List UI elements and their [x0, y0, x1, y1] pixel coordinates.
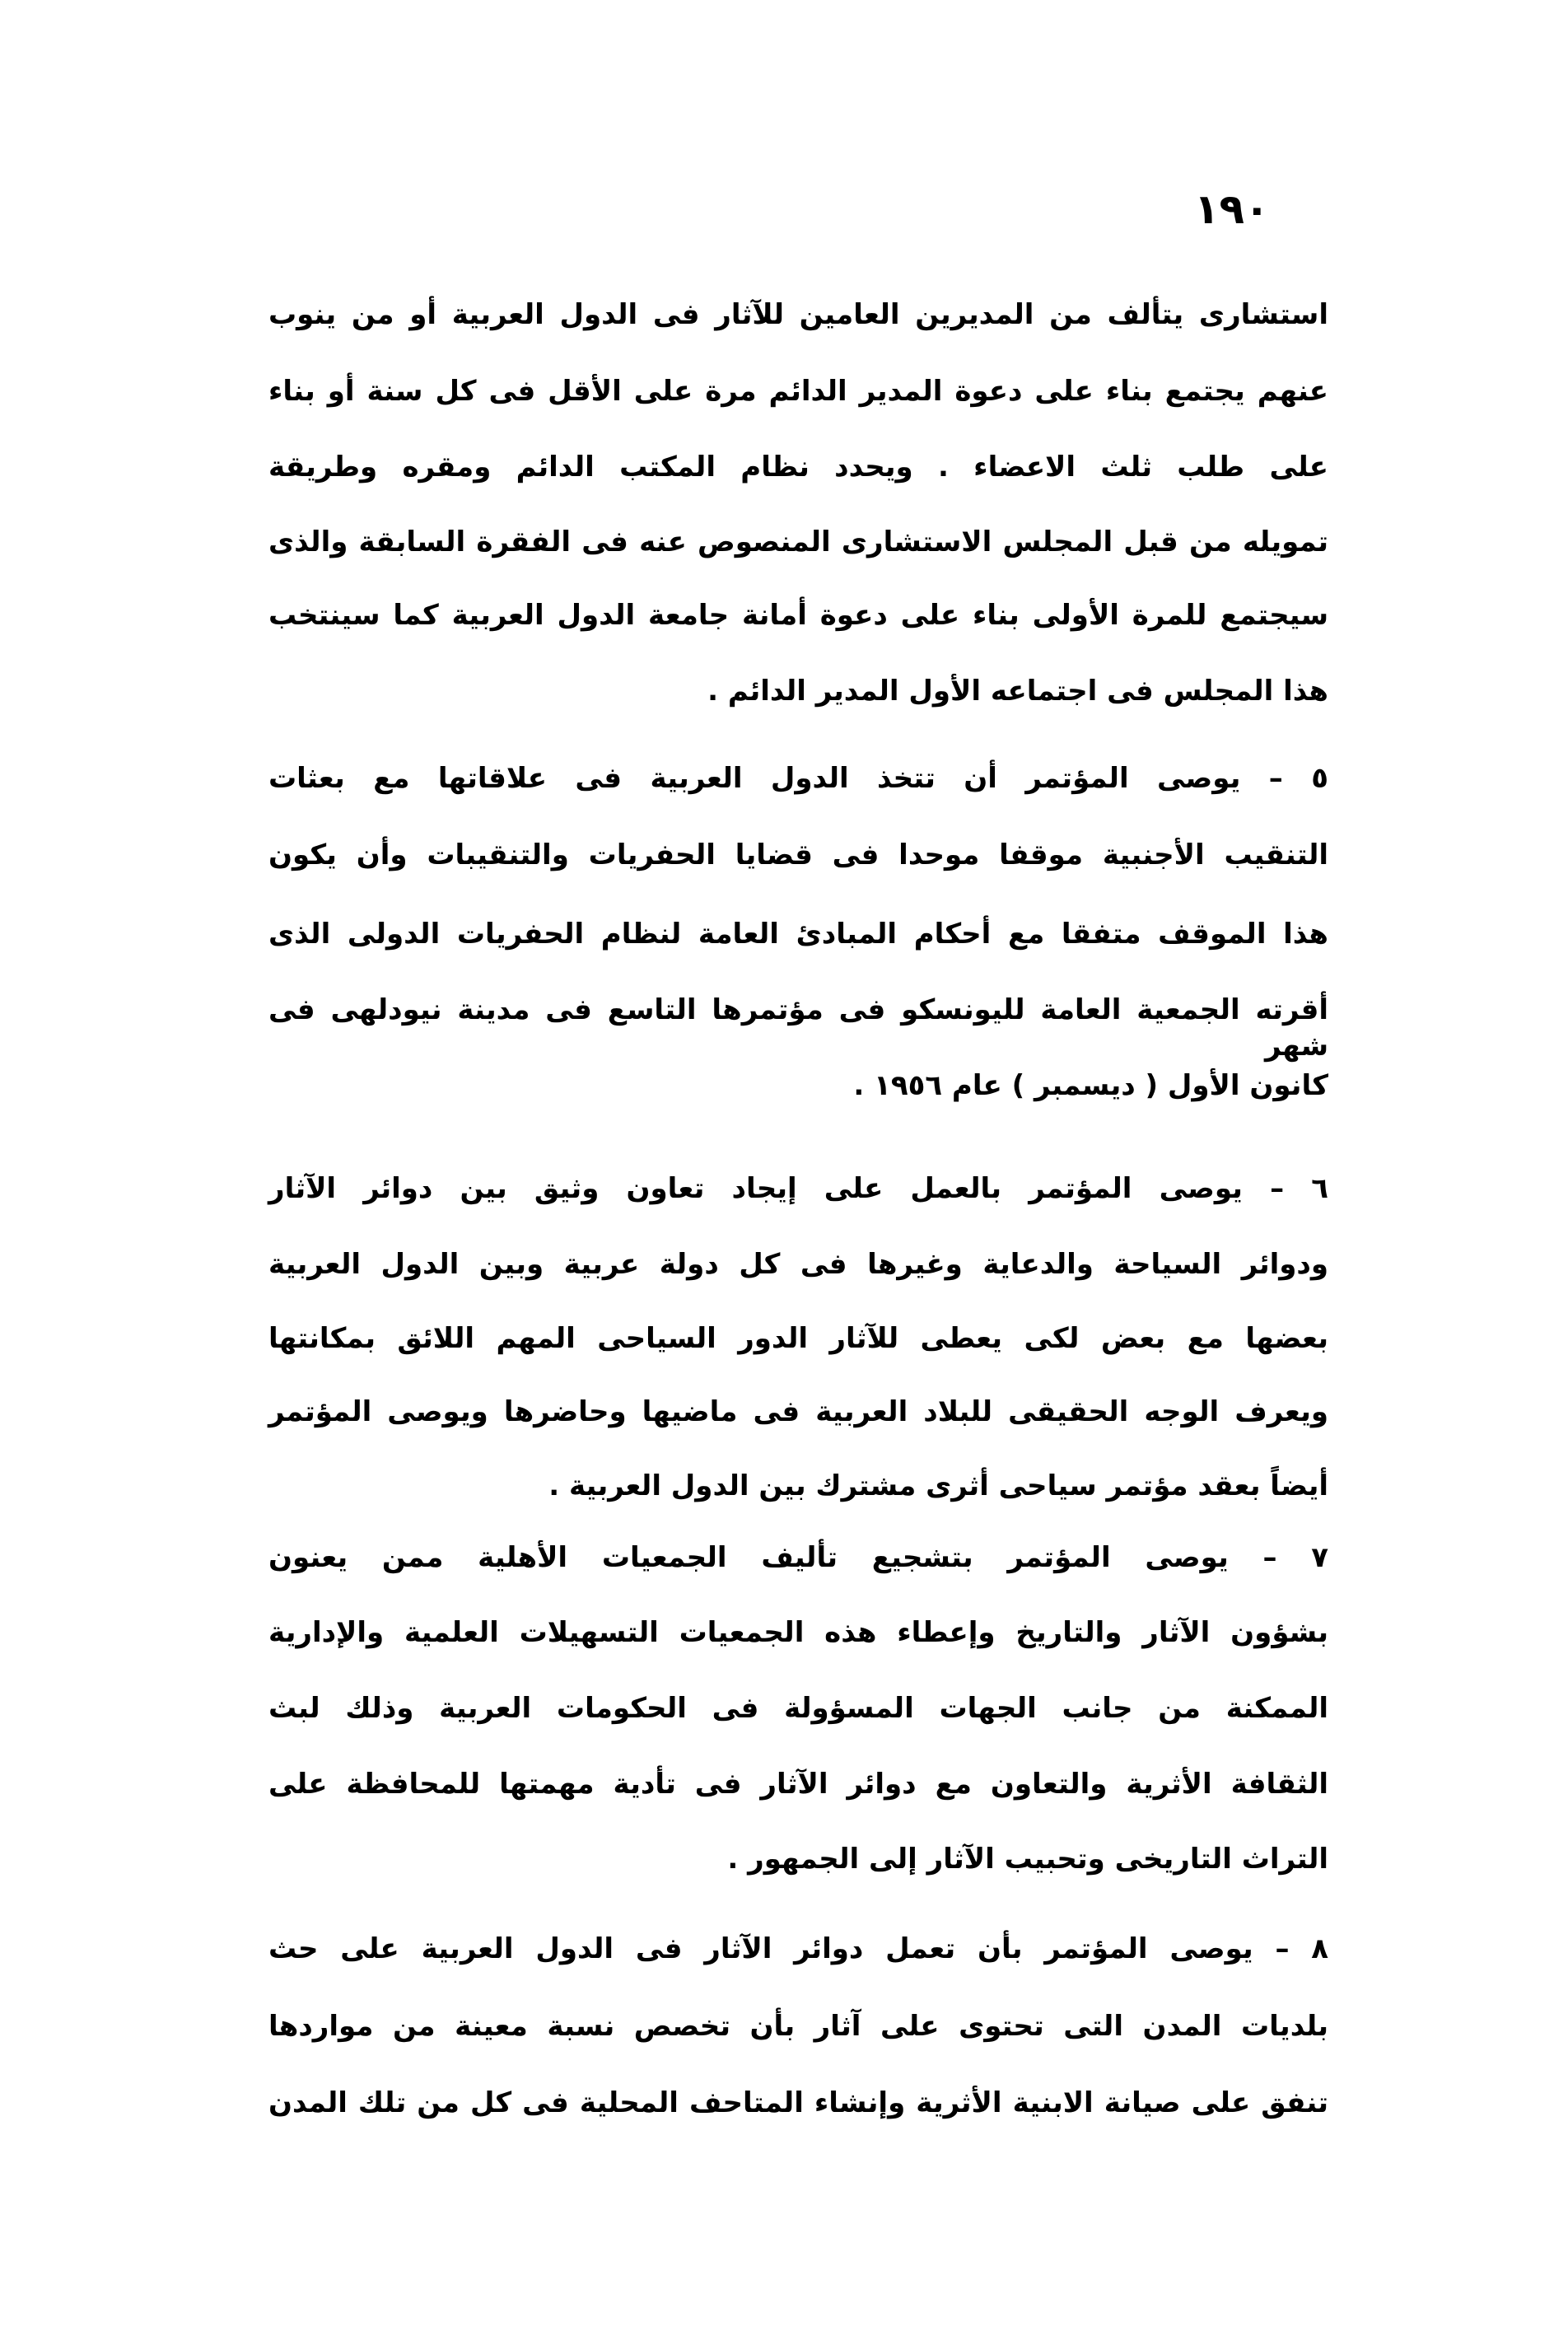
text-line: التنقيب الأجنبية موقفا موحدا فى قضايا الحفريات والتنقيبات وأن يكون	[268, 839, 1328, 871]
page-number: ١٩٠	[1194, 185, 1270, 233]
text-line: بلديات المدن التى تحتوى على آثار بأن تخصص نسبة معينة من مواردها	[268, 2010, 1328, 2043]
text-line: ٨ – يوصى المؤتمر بأن تعمل دوائر الآثار فى الدول العربية على حث	[268, 1932, 1328, 1965]
text-line: ٥ – يوصى المؤتمر أن تتخذ الدول العربية فى علاقاتها مع بعثات	[268, 762, 1328, 795]
text-line: استشارى يتألف من المديرين العامين للآثار فى الدول العربية أو من ينوب	[268, 298, 1328, 331]
text-line: أقرته الجمعية العامة لليونسكو فى مؤتمرها التاسع فى مدينة نيودلهى فى شهر	[268, 993, 1328, 1063]
text-line: هذا المجلس فى اجتماعه الأول المدير الدائم .	[707, 675, 1328, 708]
text-line: تنفق على صيانة الابنية الأثرية وإنشاء المتاحف المحلية فى كل من تلك المدن	[268, 2086, 1328, 2119]
text-line: ٧ – يوصى المؤتمر بتشجيع تأليف الجمعيات الأهلية ممن يعنون	[268, 1541, 1328, 1574]
text-line: عنهم يجتمع بناء على دعوة المدير الدائم مرة على الأقل فى كل سنة أو بناء	[268, 375, 1328, 408]
text-line: على طلب ثلث الاعضاء . ويحدد نظام المكتب الدائم ومقره وطريقة	[268, 451, 1328, 484]
text-line: الثقافة الأثرية والتعاون مع دوائر الآثار فى تأدية مهمتها للمحافظة على	[268, 1768, 1328, 1801]
text-line: سيجتمع للمرة الأولى بناء على دعوة أمانة جامعة الدول العربية كما سينتخب	[268, 599, 1328, 632]
text-line: التراث التاريخى وتحبيب الآثار إلى الجمهور .	[727, 1843, 1328, 1876]
text-line: ويعرف الوجه الحقيقى للبلاد العربية فى ماضيها وحاضرها ويوصى المؤتمر	[268, 1395, 1328, 1428]
text-line: أيضاً بعقد مؤتمر سياحى أثرى مشترك بين الدول العربية .	[548, 1469, 1328, 1502]
text-line: بعضها مع بعض لكى يعطى للآثار الدور السياحى المهم اللائق بمكانتها	[268, 1322, 1328, 1355]
text-line: ودوائر السياحة والدعاية وغيرها فى كل دولة عربية وبين الدول العربية	[268, 1248, 1328, 1281]
text-line: ٦ – يوصى المؤتمر بالعمل على إيجاد تعاون وثيق بين دوائر الآثار	[268, 1172, 1328, 1205]
text-line: الممكنة من جانب الجهات المسؤولة فى الحكومات العربية وذلك لبث	[268, 1692, 1328, 1725]
text-line: تمويله من قبل المجلس الاستشارى المنصوص عنه فى الفقرة السابقة والذى	[268, 526, 1328, 558]
text-line: بشؤون الآثار والتاريخ وإعطاء هذه الجمعيات التسهيلات العلمية والإدارية	[268, 1616, 1328, 1649]
text-line: هذا الموقف متفقا مع أحكام المبادئ العامة لنظام الحفريات الدولى الذى	[268, 918, 1328, 951]
text-line: كانون الأول ( ديسمبر ) عام ١٩٥٦ .	[853, 1069, 1328, 1102]
